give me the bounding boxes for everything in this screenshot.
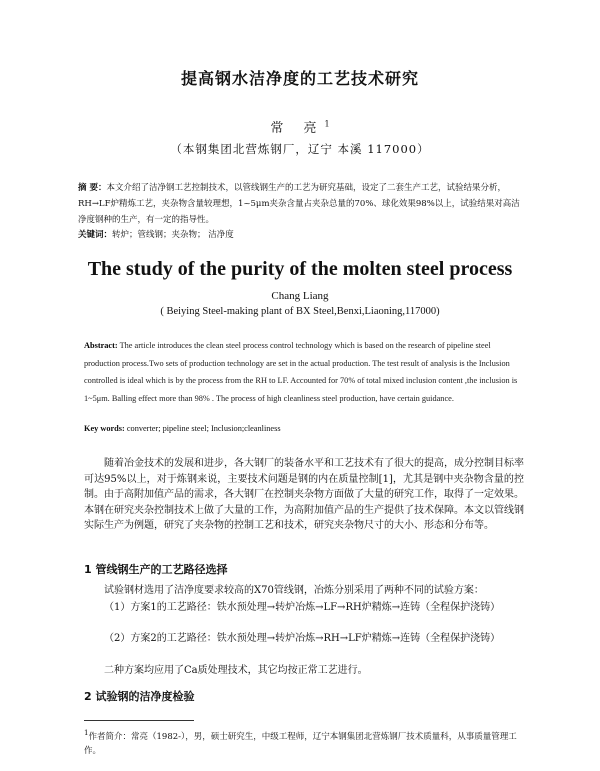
chinese-author-name: 常 亮 (270, 121, 325, 136)
english-abstract (84, 337, 522, 407)
footnote-text: 作者简介：常亮（1982-），男，硕士研究生，中级工程师，辽宁本钢集团北营炼钢厂技术质量科，从事质量管理工作。 (84, 731, 517, 756)
author-footnote-mark: 1 (324, 119, 330, 129)
section-1-scheme-1: （1）方案1的工艺路径：铁水预处理→转炉冶炼→LF→RH炉精炼→连铸（全程保护浇铸） (104, 602, 501, 613)
section-2-heading: 2 试验钢的洁净度检验 (84, 690, 195, 703)
english-abstract-text: The article introduces the clean steel process control technology which is based on the research of pipeline steel production process.Two sets of production technology are set in the actual production. The test result of analysis is the Inclusion controlled is ideal which is by the process from the RH to LF. Accounted for 70% of total mixed inclusion content ,the inclusion is 1~5μm. Balling effect more than 98% . The process of high cleanliness steel production, have certain guidance. (84, 341, 518, 403)
section-1-paragraph-4: 二种方案均应用了Ca质处理技术，其它均按正常工艺进行。 (104, 665, 368, 676)
chinese-affiliation: （本钢集团北营炼钢厂，辽宁 本溪 117000） (170, 142, 430, 156)
footnote-mark: 1 (84, 728, 89, 737)
chinese-keywords-label: 关键词： (78, 230, 113, 240)
chinese-author (0, 117, 600, 136)
english-author: Chang Liang (271, 290, 329, 302)
footnote-divider (84, 720, 194, 721)
footnote (84, 726, 524, 758)
english-abstract-label: Abstract: (84, 341, 118, 350)
chinese-title: 提高钢水洁净度的工艺技术研究 (180, 69, 419, 88)
chinese-abstract-text: 本文介绍了洁净钢工艺控制技术，以管线钢生产的工艺为研究基础，设定了二套生产工艺，试验结果分析，RH→LF炉精炼工艺，夹杂物含量较理想，1~5μm夹杂含量占夹杂总量的70%、球化效果98%以上，试验结果对高洁净度钢种的生产，有一定的指导性。 (78, 183, 520, 225)
section-1-heading: 1 管线钢生产的工艺路径选择 (84, 563, 228, 576)
section-1-paragraph-1: 试验钢材选用了洁净度要求较高的X70管线钢，冶炼分别采用了两种不同的试验方案： (104, 585, 484, 596)
chinese-keywords (78, 228, 524, 240)
section-1-scheme-2: （2）方案2的工艺路径：铁水预处理→转炉冶炼→RH→LF炉精炼→连铸（全程保护浇铸） (104, 633, 501, 644)
english-affiliation: ( Beiying Steel-making plant of BX Steel,Benxi,Liaoning,117000) (160, 306, 440, 317)
english-title: The study of the purity of the molten steel process (87, 258, 513, 280)
chinese-abstract (78, 180, 524, 228)
english-keywords (84, 424, 522, 433)
english-keywords-label: Key words: (84, 424, 125, 433)
english-keywords-text: converter; pipeline steel; Inclusion;cleanliness (124, 424, 281, 433)
intro-paragraph: 随着冶金技术的发展和进步，各大钢厂的装备水平和工艺技术有了很大的提高，成分控制目标率可达95%以上，对于炼钢来说，主要技术问题是钢的内在质量控制[1]，尤其是钢中夹杂物含量的控制。由于高附加值产品的需求，各大钢厂在控制夹杂物方面做了大量的研究工作，取得了一定效果。本钢在研究夹杂控制技术上做了大量的工作，为高附加值产品的生产提供了技术保障。本文以管线钢实际生产为例题，研究了夹杂物的控制工艺和技术，研究夹杂物尺寸的大小、形态和分布等。 (84, 458, 524, 531)
chinese-abstract-label: 摘 要： (78, 183, 107, 193)
chinese-keywords-text: 转炉；管线钢；夹杂物； 洁净度 (112, 230, 234, 240)
